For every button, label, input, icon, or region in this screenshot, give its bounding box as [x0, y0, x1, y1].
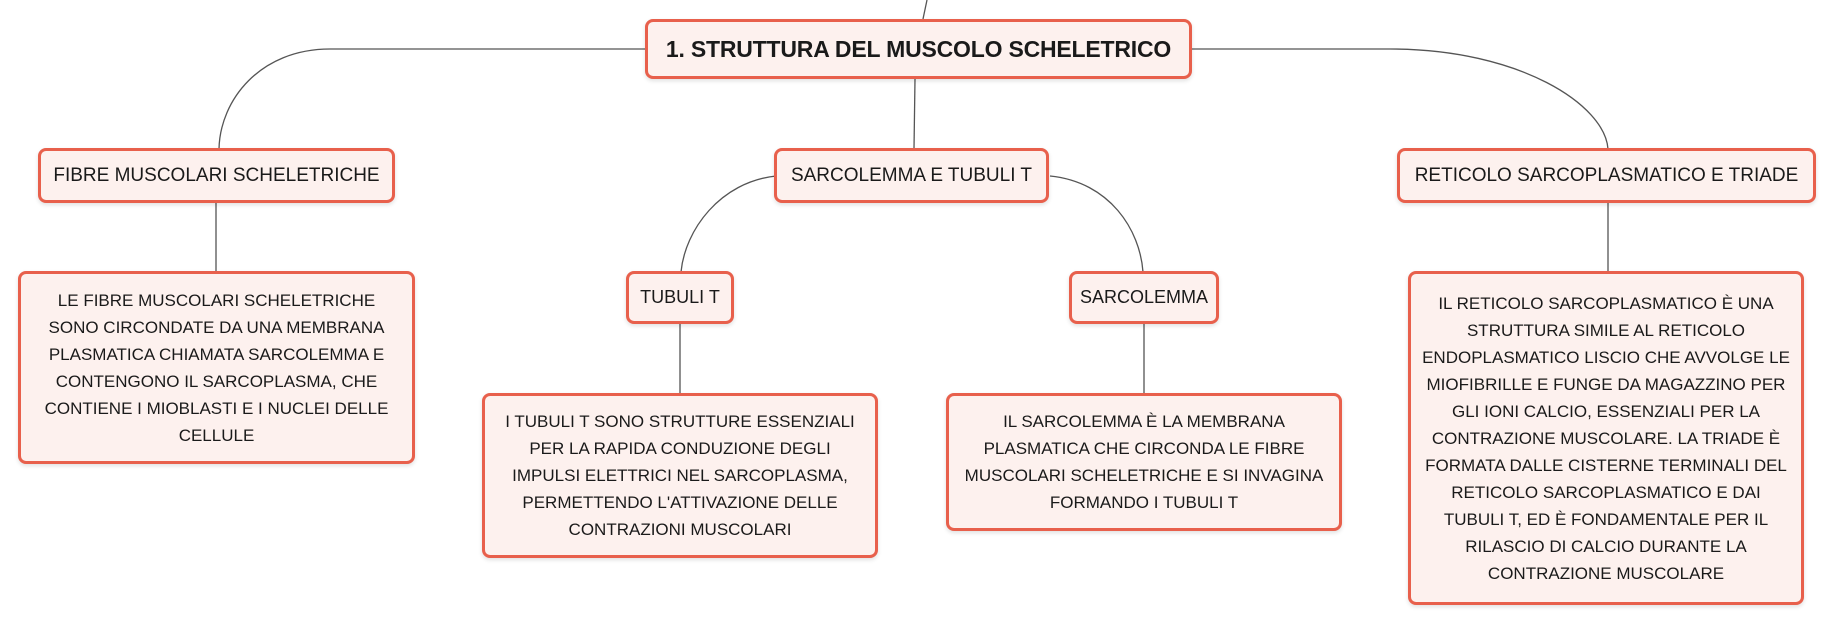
sarcolemma-title: SARCOLEMMA — [1079, 287, 1209, 307]
connector-root-reticolo — [1190, 49, 1608, 149]
connector-root-incoming — [923, 0, 927, 19]
connector-middle-sarcolemma — [1050, 176, 1143, 272]
branch-fibre-title: FIBRE MUSCOLARI SCHELETRICHE — [53, 164, 380, 186]
reticolo-description-node[interactable] — [1408, 271, 1804, 605]
branch-reticolo-title: RETICOLO SARCOPLASMATICO E TRIADE — [1414, 164, 1799, 186]
sarcolemma-description-node[interactable] — [946, 393, 1342, 531]
tubuli-description-text: I TUBULI T SONO STRUTTURE ESSENZIALI PER LA RAPIDA CONDUZIONE DEGLI IMPULSI ELETTRICI NEL SARCOPLASMA, PERMETTENDO L'ATTIVAZIONE DELLE CONTRAZIONI MUSCOLARI — [505, 412, 855, 539]
fibre-description-text: LE FIBRE MUSCOLARI SCHELETRICHE SONO CIRCONDATE DA UNA MEMBRANA PLASMATICA CHIAMATA SARCOLEMMA E CONTENGONO IL SARCOPLASMA, CHE CONTIENE I MIOBLASTI E I NUCLEI DELLE CELLULE — [44, 290, 389, 445]
tubuli-title: TUBULI T — [640, 287, 720, 307]
connector-middle-tubuli — [681, 176, 776, 272]
reticolo-description-text: IL RETICOLO SARCOPLASMATICO È UNA STRUTTURA SIMILE AL RETICOLO ENDOPLASMATICO LISCIO CHE AVVOLGE LE MIOFIBRILLE E FUNGE DA MAGAZZINO PER GLI IONI CALCIO, ESSENZIALI PER LA CONTRAZIONE MUSCOLARE. LA TRIADE È FORMATA DALLE CISTERNE TERMINALI DEL RETICOLO SARCOPLASMATICO E DAI TUBULI T, ED È FONDAMENTALE PER IL RILASCIO DI CALCIO DURANTE LA CONTRAZIONE MUSCOLARE — [1422, 293, 1790, 583]
tubuli-description-node[interactable] — [482, 393, 878, 558]
branch-reticolo-node[interactable] — [1397, 148, 1816, 203]
sarcolemma-node[interactable] — [1069, 271, 1219, 324]
branch-sarcolemma-tubuli-title: SARCOLEMMA E TUBULI T — [790, 164, 1033, 186]
branch-fibre-node[interactable] — [38, 148, 395, 203]
root-title: 1. STRUTTURA DEL MUSCOLO SCHELETRICO — [665, 35, 1172, 62]
sarcolemma-description-text: IL SARCOLEMMA È LA MEMBRANA PLASMATICA CHE CIRCONDA LE FIBRE MUSCOLARI SCHELETRICHE E SI INVAGINA FORMANDO I TUBULI T — [964, 412, 1324, 512]
connector-root-fibre — [219, 49, 647, 149]
connector-root-sarcolemma-tubuli — [914, 79, 915, 149]
fibre-description-node[interactable] — [18, 271, 415, 464]
tubuli-node[interactable] — [626, 271, 734, 324]
root-node[interactable] — [645, 19, 1192, 79]
branch-sarcolemma-tubuli-node[interactable] — [774, 148, 1049, 203]
